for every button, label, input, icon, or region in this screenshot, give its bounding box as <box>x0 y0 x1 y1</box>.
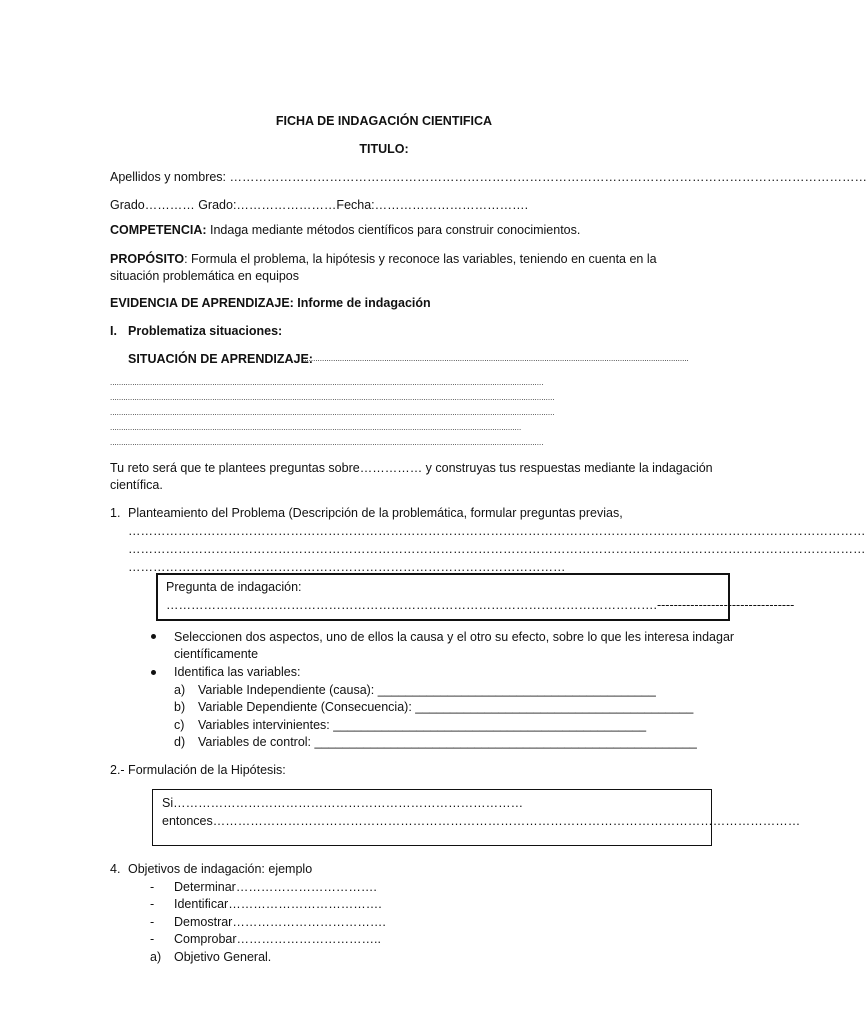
bullet-1-text: Seleccionen dos aspectos, uno de ellos la causa y el otro su efecto, sobre lo que les interesa indagar científicamente <box>174 630 735 661</box>
item-1-number: 1. <box>110 506 121 520</box>
evidencia-paragraph <box>110 296 431 310</box>
hipotesis-entonces: entonces…………………………………………………………………………………………………………………………… <box>162 814 801 828</box>
situacion-line-3: ........................................................................................................................................................................................................ <box>110 408 555 417</box>
proposito-text: : Formula el problema, la hipótesis y reconoce las variables, teniendo en cuenta en la situación problemática en equipos <box>110 252 657 283</box>
objetivo-identificar: Identificar………………………………. <box>174 897 382 911</box>
objetivo-dash: - <box>150 880 155 894</box>
variables-control: Variables de control: _______________________________________________________ <box>198 735 697 749</box>
bullet-2-text: Identifica las variables: <box>174 665 301 679</box>
document-subtitle: TITULO: <box>359 142 409 156</box>
situacion-line-4: ......................................................................................................................................................................................... <box>110 423 522 432</box>
objetivo-determinar: Determinar……………………………. <box>174 880 377 894</box>
section-1-title: Problematiza situaciones: <box>128 324 283 338</box>
competencia-paragraph <box>110 223 580 237</box>
objetivo-dash: - <box>150 915 155 929</box>
objetivo-dash: - <box>150 897 155 911</box>
item-1-line-2: …………………………………………………………………………………………………………………………………………………………… <box>128 542 866 556</box>
hipotesis-si: Si………………………………………………………………………… <box>162 796 524 810</box>
item-1-line-1: …………………………………………………………………………………………………………………………………………………………… <box>128 524 866 538</box>
objetivo-dash: - <box>150 932 155 946</box>
objetivo-comprobar: Comprobar…………………………….. <box>174 932 381 946</box>
bullet-icon <box>151 634 156 639</box>
item-1-line-3: …………………………………………………………………………………………… <box>128 560 566 574</box>
pregunta-line: ……………………………………………………………………………………………………….--------------------------------- <box>166 598 795 612</box>
objetivo-general-letter: a) <box>150 950 162 964</box>
variable-dependiente: Variable Dependiente (Consecuencia): ________________________________________ <box>198 700 694 714</box>
competencia-text: Indaga mediante métodos científicos para construir conocimientos. <box>206 223 581 237</box>
proposito-label: PROPÓSITO <box>110 252 185 266</box>
reto-paragraph: Tu reto será que te plantees preguntas sobre…………… y construyas tus respuestas mediante la indagación científica. <box>110 461 713 492</box>
variable-b-letter: b) <box>174 700 186 714</box>
variable-d-letter: d) <box>174 735 186 749</box>
item-4-number: 4. <box>110 862 121 876</box>
document-title: FICHA DE INDAGACIÓN CIENTIFICA <box>275 114 493 128</box>
situacion-line-2: ........................................................................................................................................................................................................ <box>110 393 555 402</box>
grade-date-line: Grado………… Grado:……………………Fecha:………………………………. <box>110 198 529 212</box>
names-line: Apellidos y nombres: ……………………………………………………………………………………………………………………………………… <box>110 170 867 184</box>
competencia-label: COMPETENCIA: <box>110 223 207 237</box>
variables-intervinientes: Variables intervinientes: _____________________________________________ <box>198 718 647 732</box>
variable-independiente: Variable Independiente (causa): ________________________________________ <box>198 683 656 697</box>
section-1-number: I. <box>110 324 117 338</box>
objetivo-demostrar: Demostrar………………………………. <box>174 915 386 929</box>
situacion-line-1: ................................................................................................................................................................................................... <box>110 378 544 387</box>
pregunta-label: Pregunta de indagación: <box>166 580 302 594</box>
evidencia-label: EVIDENCIA DE APRENDIZAJE: <box>110 296 294 310</box>
bullet-icon <box>151 670 156 675</box>
variable-c-letter: c) <box>174 718 185 732</box>
item-4-title: Objetivos de indagación: ejemplo <box>128 862 313 876</box>
item-1-text: Planteamiento del Problema (Descripción de la problemática, formular preguntas previas, <box>128 506 623 520</box>
situacion-dots: .............................................................................................................................................................................. <box>302 354 689 363</box>
item-2-title: 2.- Formulación de la Hipótesis: <box>110 763 286 777</box>
objetivo-general: Objetivo General. <box>174 950 272 964</box>
evidencia-text: Informe de indagación <box>293 296 431 310</box>
situacion-line-5: ................................................................................................................................................................................................... <box>110 438 544 447</box>
variable-a-letter: a) <box>174 683 186 697</box>
situacion-label: SITUACIÓN DE APRENDIZAJE: <box>128 352 313 366</box>
proposito-paragraph <box>110 251 670 285</box>
